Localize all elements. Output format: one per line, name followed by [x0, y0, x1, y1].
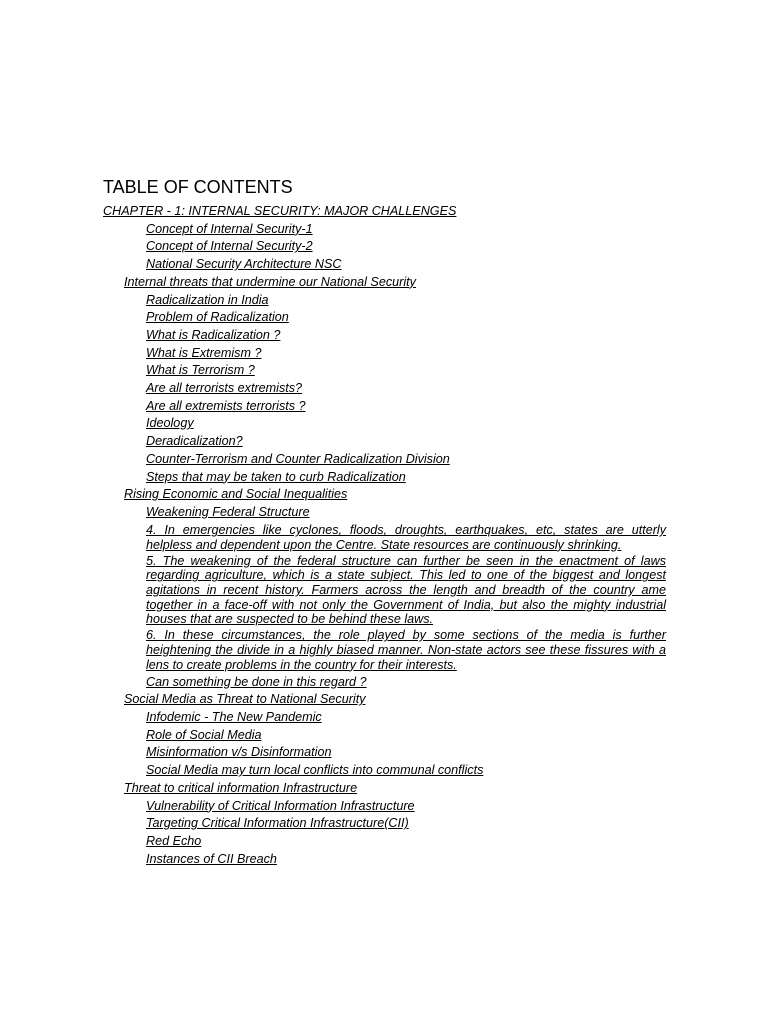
toc-chapter-link[interactable]: CHAPTER - 1: INTERNAL SECURITY: MAJOR CHALLENGES — [103, 204, 457, 218]
toc-subsection-link[interactable]: 6. In these circumstances, the role played by some sections of the media is further heightening the divide in a highly biased manner. Non-state actors see these fissures with a lens to create problems in the country for their interests. — [146, 628, 666, 672]
table-of-contents — [103, 176, 666, 868]
toc-subsection-link[interactable]: What is Radicalization ? — [146, 327, 281, 342]
toc-subsection-link[interactable]: Red Echo — [146, 833, 202, 848]
toc-subsection-link[interactable]: Are all extremists terrorists ? — [146, 398, 306, 413]
toc-subsection-link[interactable]: Instances of CII Breach — [146, 851, 277, 866]
toc-subsection-link[interactable]: Deradicalization? — [146, 434, 243, 449]
toc-subsection-link[interactable]: Infodemic - The New Pandemic — [146, 710, 322, 724]
toc-subsection-link[interactable]: Vulnerability of Critical Information Infrastructure — [146, 798, 415, 813]
toc-subsection-link[interactable]: Can something be done in this regard ? — [146, 674, 367, 689]
toc-entries — [103, 203, 666, 868]
toc-section-link[interactable]: Internal threats that undermine our National Security — [124, 274, 416, 289]
toc-title: TABLE OF CONTENTS — [103, 177, 293, 197]
toc-subsection-link[interactable]: Weakening Federal Structure — [146, 504, 310, 519]
toc-subsection-link[interactable]: Steps that may be taken to curb Radicalization — [146, 469, 406, 484]
toc-subsection-link[interactable]: Problem of Radicalization — [146, 310, 289, 325]
toc-section-link[interactable]: Social Media as Threat to National Security — [124, 692, 366, 707]
toc-section-link[interactable]: Rising Economic and Social Inequalities — [124, 487, 348, 502]
toc-subsection-link[interactable]: Concept of Internal Security-1 — [146, 221, 313, 236]
toc-subsection-link[interactable]: 4. In emergencies like cyclones, floods, droughts, earthquakes, etc, states are utterly helpless and dependent upon the Centre. State resources are continuously shrinking. — [146, 523, 666, 552]
toc-subsection-link[interactable]: Misinformation v/s Disinformation — [146, 745, 332, 760]
toc-subsection-link[interactable]: Radicalization in India — [146, 292, 269, 307]
toc-subsection-link[interactable]: Role of Social Media — [146, 727, 262, 742]
toc-subsection-link[interactable]: Social Media may turn local conflicts into communal conflicts — [146, 763, 484, 778]
toc-subsection-link[interactable]: Concept of Internal Security-2 — [146, 239, 313, 254]
toc-subsection-link[interactable]: National Security Architecture NSC — [146, 257, 342, 272]
toc-subsection-link[interactable]: What is Terrorism ? — [146, 363, 255, 378]
toc-subsection-link[interactable]: Targeting Critical Information Infrastructure(CII) — [146, 816, 409, 831]
toc-subsection-link[interactable]: What is Extremism ? — [146, 345, 262, 360]
toc-section-link[interactable]: Threat to critical information Infrastructure — [124, 780, 358, 795]
toc-subsection-link[interactable]: Counter-Terrorism and Counter Radicalization Division — [146, 451, 450, 466]
toc-subsection-link[interactable]: Are all terrorists extremists? — [146, 381, 303, 396]
toc-subsection-link[interactable]: Ideology — [146, 416, 194, 431]
toc-subsection-link[interactable]: 5. The weakening of the federal structure can further be seen in the enactment of laws regarding agriculture, which is a state subject. This led to one of the biggest and longest agitations in recent history. Farmers across the length and breadth of the country ame together in a face-off with not only the Government of India, but also the mighty industrial houses that are suspected to be behind these laws. — [146, 553, 666, 627]
